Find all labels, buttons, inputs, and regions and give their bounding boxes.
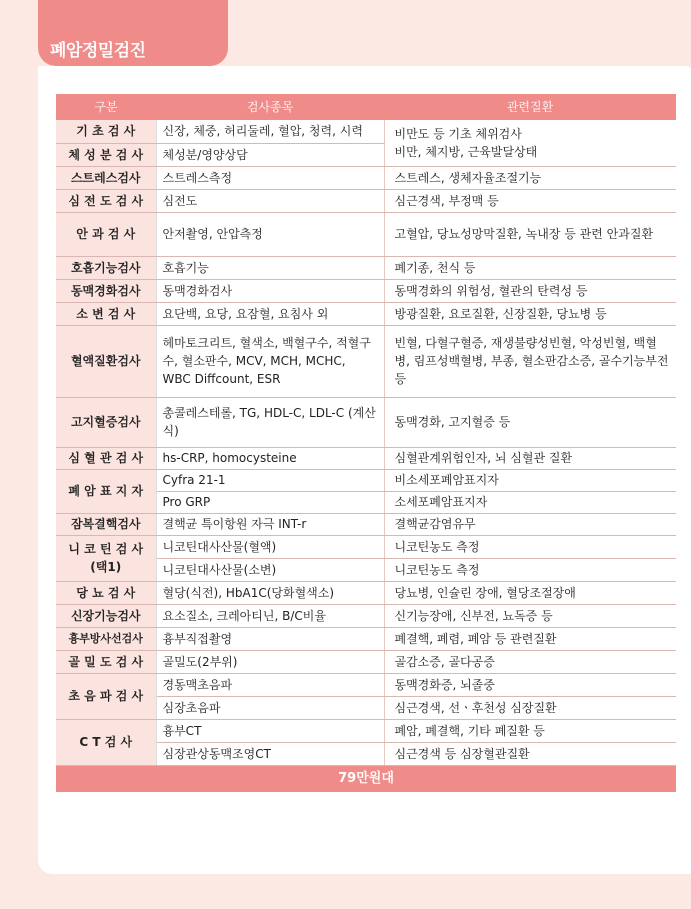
row-diseases: 고혈압, 당뇨성망막질환, 녹내장 등 관련 안과질환	[384, 212, 676, 256]
row-diseases: 동맥경화증, 뇌졸중	[384, 673, 676, 696]
row-category: 기 초 검 사	[56, 120, 156, 143]
row-diseases: 니코틴농도 측정	[384, 535, 676, 558]
row-diseases: 심근경색, 부정맥 등	[384, 189, 676, 212]
row-category: 니 코 틴 검 사 (택1)	[56, 535, 156, 581]
row-diseases: 신기능장애, 신부전, 뇨독증 등	[384, 604, 676, 627]
table-row	[56, 581, 676, 604]
row-category: 스트레스검사	[56, 166, 156, 189]
row-diseases: 당뇨병, 인슐린 장애, 혈당조절장애	[384, 581, 676, 604]
row-diseases: 심근경색, 선ㆍ후천성 심장질환	[384, 696, 676, 719]
row-items: 흉부직접촬영	[156, 627, 384, 650]
row-items: 신장, 체중, 허리둘레, 혈압, 청력, 시력	[156, 120, 384, 143]
row-items: 경동맥초음파	[156, 673, 384, 696]
row-items: 요소질소, 크레아티닌, B/C비율	[156, 604, 384, 627]
table-row	[56, 120, 676, 143]
row-items: 심전도	[156, 189, 384, 212]
row-diseases: 비만, 체지방, 근육발달상태	[394, 144, 538, 159]
row-category: 체 성 분 검 사	[56, 143, 156, 166]
row-diseases: 폐암, 폐결핵, 기타 폐질환 등	[384, 719, 676, 742]
row-items: 혈당(식전), HbA1C(당화혈색소)	[156, 581, 384, 604]
row-diseases: 비소세포폐암표지자	[384, 469, 676, 491]
row-items: 호흡기능	[156, 256, 384, 279]
header-diseases: 관련질환	[384, 94, 676, 120]
row-diseases: 심근경색 등 심장혈관질환	[384, 742, 676, 765]
header-category: 구분	[56, 94, 156, 120]
table-row	[56, 212, 676, 256]
row-items: 심장초음파	[156, 696, 384, 719]
table-row	[56, 256, 676, 279]
table-row	[56, 719, 676, 742]
row-diseases: 결핵균감염유무	[384, 513, 676, 535]
row-diseases: 동맥경화, 고지혈증 등	[384, 397, 676, 447]
row-category: 골 밀 도 검 사	[56, 650, 156, 673]
row-diseases: 비만도 등 기초 체위검사	[394, 126, 522, 141]
row-items: Cyfra 21-1	[156, 469, 384, 491]
table-row	[56, 279, 676, 302]
row-category: 잠복결핵검사	[56, 513, 156, 535]
table-row	[56, 650, 676, 673]
row-items: 흉부CT	[156, 719, 384, 742]
table-row	[56, 604, 676, 627]
row-category: 소 변 검 사	[56, 302, 156, 325]
table-row	[56, 673, 676, 696]
row-category: 신장기능검사	[56, 604, 156, 627]
table-row	[56, 166, 676, 189]
row-items: 요단백, 요당, 요잠혈, 요침사 외	[156, 302, 384, 325]
row-category: 심 전 도 검 사	[56, 189, 156, 212]
row-diseases: 심혈관계위험인자, 뇌 심혈관 질환	[384, 447, 676, 469]
page-title: 폐암정밀검진	[50, 41, 146, 61]
row-diseases: 스트레스, 생체자율조절기능	[384, 166, 676, 189]
row-items: 스트레스측정	[156, 166, 384, 189]
row-items: 체성분/영양상담	[156, 143, 384, 166]
row-items: 결핵균 특이항원 자극 INT-r	[156, 513, 384, 535]
row-items: 헤마토크리트, 혈색소, 백혈구수, 적혈구수, 혈소판수, MCV, MCH, MCHC, WBC Diffcount, ESR	[156, 325, 384, 397]
table-header-row	[56, 94, 676, 120]
price-label: 79만원대	[56, 765, 676, 792]
row-diseases: 방광질환, 요로질환, 신장질환, 당뇨병 등	[384, 302, 676, 325]
row-items: 골밀도(2부위)	[156, 650, 384, 673]
row-category: 초 음 파 검 사	[56, 673, 156, 719]
row-diseases: 빈혈, 다혈구혈증, 재생불량성빈혈, 악성빈혈, 백혈병, 림프성백혈병, 부종, 혈소판감소증, 골수기능부전 등	[384, 325, 676, 397]
exam-table	[56, 94, 676, 792]
row-category: 동맥경화검사	[56, 279, 156, 302]
row-items: 니코틴대사산물(소변)	[156, 558, 384, 581]
row-category: 당 뇨 검 사	[56, 581, 156, 604]
row-diseases: 니코틴농도 측정	[384, 558, 676, 581]
table-row	[56, 325, 676, 397]
table-row	[56, 535, 676, 558]
row-diseases: 골감소증, 골다공증	[384, 650, 676, 673]
table-row	[56, 397, 676, 447]
row-diseases: 소세포폐암표지자	[384, 491, 676, 513]
row-category: 혈액질환검사	[56, 325, 156, 397]
table-row	[56, 627, 676, 650]
table-row	[56, 189, 676, 212]
row-category: 심 혈 관 검 사	[56, 447, 156, 469]
row-diseases: 폐결핵, 폐렴, 폐암 등 관련질환	[384, 627, 676, 650]
row-category: 호흡기능검사	[56, 256, 156, 279]
row-category: 흉부방사선검사	[56, 627, 156, 650]
row-category: 고지혈증검사	[56, 397, 156, 447]
table-row	[56, 447, 676, 469]
row-items: 동맥경화검사	[156, 279, 384, 302]
row-items: 심장관상동맥조영CT	[156, 742, 384, 765]
row-category: C T 검 사	[56, 719, 156, 765]
row-category: 안 과 검 사	[56, 212, 156, 256]
table-row	[56, 302, 676, 325]
row-category: 폐 암 표 지 자	[56, 469, 156, 513]
row-diseases: 동맥경화의 위험성, 혈관의 탄력성 등	[384, 279, 676, 302]
table-row	[56, 469, 676, 491]
price-row	[56, 765, 676, 792]
header-items: 검사종목	[156, 94, 384, 120]
row-items: 안저촬영, 안압측정	[156, 212, 384, 256]
row-items: 총콜레스테롤, TG, HDL-C, LDL-C (계산식)	[156, 397, 384, 447]
row-items: Pro GRP	[156, 491, 384, 513]
row-diseases: 폐기종, 천식 등	[384, 256, 676, 279]
row-items: hs-CRP, homocysteine	[156, 447, 384, 469]
table-row	[56, 513, 676, 535]
row-items: 니코틴대사산물(혈액)	[156, 535, 384, 558]
